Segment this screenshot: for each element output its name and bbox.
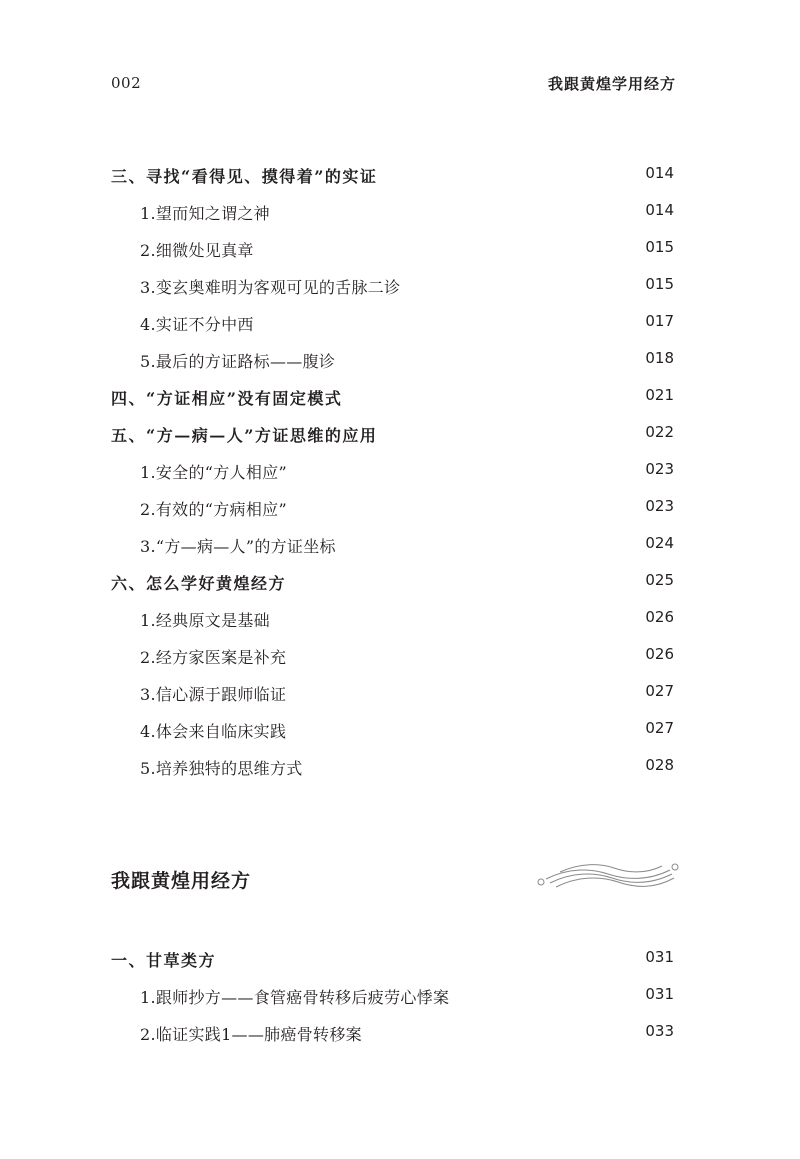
toc-entry-page-number: 017 xyxy=(645,312,674,330)
toc-subsection-entry xyxy=(0,312,800,338)
toc-subsection-entry xyxy=(0,201,800,227)
toc-entry-label: 六、怎么学好黄煌经方 xyxy=(111,574,287,593)
toc-entry-page-number: 025 xyxy=(645,571,674,589)
toc-entry-page-number: 015 xyxy=(645,275,674,293)
toc-entry-page-number: 015 xyxy=(645,238,674,256)
toc-entry-page-number: 031 xyxy=(645,985,674,1003)
toc-section-entry xyxy=(0,948,800,974)
toc-entry-page-number: 023 xyxy=(645,460,674,478)
toc-entry-label: 3.变玄奥难明为客观可见的舌脉二诊 xyxy=(140,278,401,297)
toc-subsection-entry xyxy=(0,645,800,671)
toc-entry-label: 3.“方—病—人”的方证坐标 xyxy=(140,537,336,556)
toc-subsection-entry xyxy=(0,238,800,264)
toc-entry-page-number: 024 xyxy=(645,534,674,552)
toc-section-entry xyxy=(0,571,800,597)
toc-entry-page-number: 018 xyxy=(645,349,674,367)
toc-entry-label: 2.经方家医案是补充 xyxy=(140,648,287,667)
toc-entry-page-number: 031 xyxy=(645,948,674,966)
toc-entry-label: 5.最后的方证路标——腹诊 xyxy=(140,352,336,371)
toc-section-entry xyxy=(0,386,800,412)
section-heading: 我跟黄煌用经方 xyxy=(111,870,252,892)
toc-subsection-entry xyxy=(0,349,800,375)
toc-entry-page-number: 022 xyxy=(645,423,674,441)
toc-entry-page-number: 028 xyxy=(645,756,674,774)
toc-entry-label: 3.信心源于跟师临证 xyxy=(140,685,287,704)
toc-subsection-entry xyxy=(0,1022,800,1048)
toc-entry-page-number: 026 xyxy=(645,645,674,663)
toc-subsection-entry xyxy=(0,497,800,523)
toc-subsection-entry xyxy=(0,460,800,486)
toc-entry-page-number: 023 xyxy=(645,497,674,515)
running-title: 我跟黄煌学用经方 xyxy=(547,75,676,93)
toc-entry-label: 2.有效的“方病相应” xyxy=(140,500,287,519)
toc-entry-page-number: 014 xyxy=(645,164,674,182)
toc-subsection-entry xyxy=(0,608,800,634)
toc-subsection-entry xyxy=(0,275,800,301)
toc-entry-label: 五、“方—病—人”方证思维的应用 xyxy=(111,426,378,445)
toc-entry-label: 1.望而知之谓之神 xyxy=(140,204,270,223)
toc-section-entry xyxy=(0,164,800,190)
wave-ornament-icon xyxy=(534,858,682,890)
toc-entry-label: 1.经典原文是基础 xyxy=(140,611,270,630)
toc-entry-page-number: 021 xyxy=(645,386,674,404)
toc-entry-label: 1.安全的“方人相应” xyxy=(140,463,287,482)
toc-entry-label: 2.细微处见真章 xyxy=(140,241,254,260)
page-number: 002 xyxy=(111,74,142,92)
toc-entry-page-number: 033 xyxy=(645,1022,674,1040)
toc-subsection-entry xyxy=(0,756,800,782)
page-header xyxy=(0,0,800,100)
toc-entry-label: 5.培养独特的思维方式 xyxy=(140,759,303,778)
toc-entry-label: 2.临证实践1——肺癌骨转移案 xyxy=(140,1025,362,1044)
toc-subsection-entry xyxy=(0,682,800,708)
toc-entry-page-number: 027 xyxy=(645,719,674,737)
toc-section-entry xyxy=(0,423,800,449)
toc-entry-label: 4.体会来自临床实践 xyxy=(140,722,287,741)
toc-entry-label: 4.实证不分中西 xyxy=(140,315,254,334)
toc-entry-label: 三、寻找“看得见、摸得着”的实证 xyxy=(111,167,378,186)
toc-subsection-entry xyxy=(0,985,800,1011)
toc-entry-page-number: 027 xyxy=(645,682,674,700)
toc-entry-page-number: 014 xyxy=(645,201,674,219)
toc-entry-label: 1.跟师抄方——食管癌骨转移后疲劳心悸案 xyxy=(140,988,450,1007)
toc-subsection-entry xyxy=(0,534,800,560)
toc-subsection-entry xyxy=(0,719,800,745)
toc-entry-label: 一、甘草类方 xyxy=(111,951,217,970)
toc-entry-page-number: 026 xyxy=(645,608,674,626)
toc-entry-label: 四、“方证相应”没有固定模式 xyxy=(111,389,343,408)
